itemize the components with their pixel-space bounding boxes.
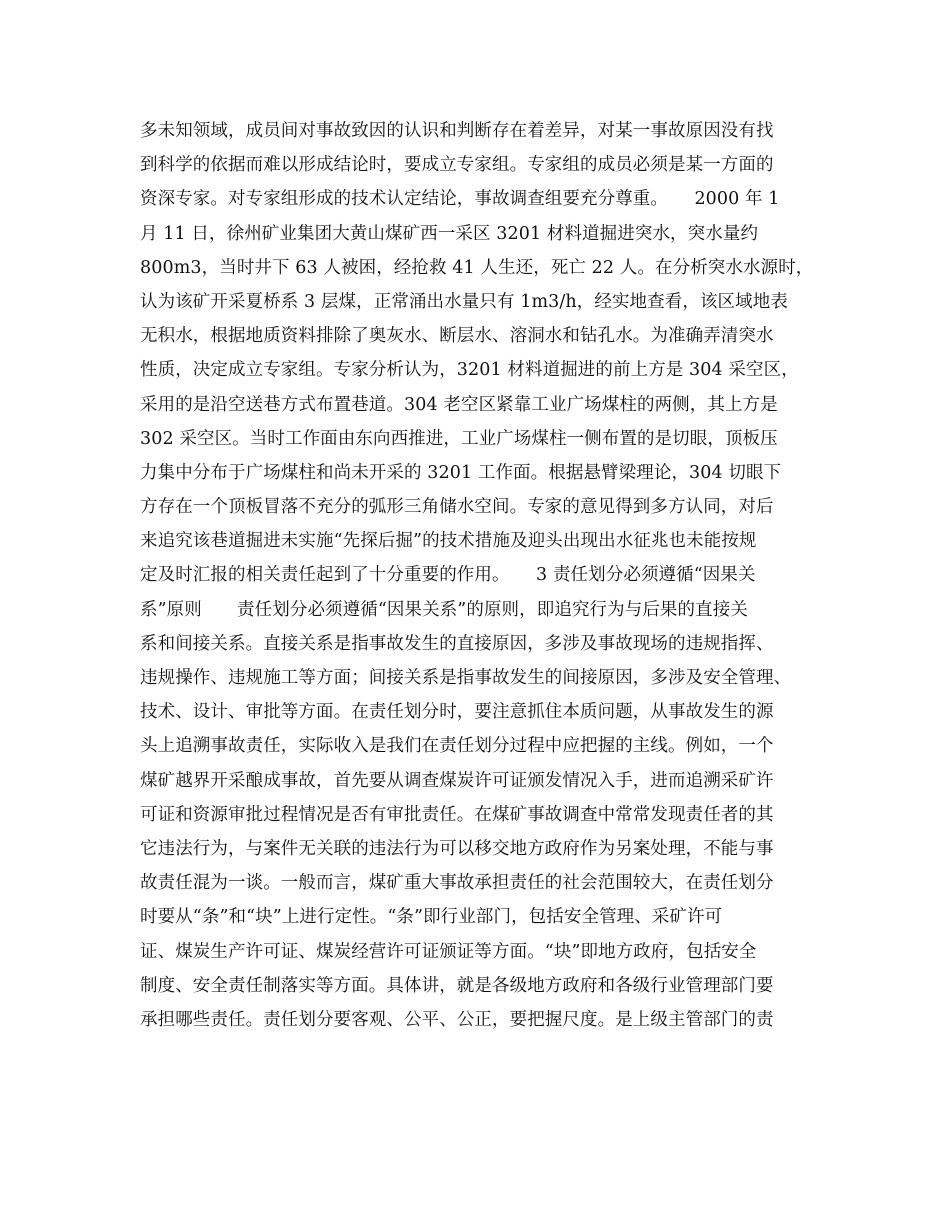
text-line: 来追究该巷道掘进未实施“先探后掘”的技术措施及迎头出现出水征兆也未能按规 xyxy=(140,531,757,552)
text-line: 它违法行为，与案件无关联的违法行为可以移交地方政府作为另案处理，不能与事 xyxy=(140,838,774,859)
text-line: 证、煤炭生产许可证、煤炭经营许可证颁证等方面。“块”即地方政府，包括安全 xyxy=(140,941,757,962)
text-line: 违规操作、违规施工等方面；间接关系是指事故发生的间接原因，多涉及安全管理、 xyxy=(140,668,792,688)
text-line: 多未知领域，成员间对事故致因的认识和判断存在着差异，对某一事故原因没有找 xyxy=(140,121,774,141)
text-line: 制度、安全责任制落实等方面。具体讲，就是各级地方政府和各级行业管理部门要 xyxy=(140,975,774,996)
text-line: 故责任混为一谈。一般而言，煤矿重大事故承担责任的社会范围较大，在责任划分 xyxy=(140,873,774,894)
text-line: 承担哪些责任。责任划分要客观、公平、公正，要把握尺度。是上级主管部门的责 xyxy=(140,1009,774,1030)
text-line: 资深专家。对专家组形成的技术认定结论，事故调查组要充分尊重。 2000 年 1 xyxy=(140,189,780,210)
text-line: 力集中分布于广场煤柱和尚未开采的 3201 工作面。根据悬臂梁理论，304 切眼下 xyxy=(140,462,782,483)
text-line: 800m3，当时井下 63 人被困，经抢救 41 人生还，死亡 22 人。在分析突水水源时， xyxy=(140,257,814,278)
text-line: 系”原则 责任划分必须遵循“因果关系”的原则，即追究行为与后果的直接关 xyxy=(140,599,748,620)
text-line: 月 11 日，徐州矿业集团大黄山煤矿西一采区 3201 材料道掘进突水，突水量约 xyxy=(140,223,759,244)
text-line: 时要从“条”和“块”上进行定性。“条”即行业部门，包括安全管理、采矿许可 xyxy=(140,907,723,928)
text-line: 可证和资源审批过程情况是否有审批责任。在煤矿事故调查中常常发现责任者的其 xyxy=(140,804,774,825)
text-line: 系和间接关系。直接关系是指事故发生的直接原因，多涉及事故现场的违规指挥、 xyxy=(140,633,774,654)
text-line: 302 采空区。当时工作面由东向西推进，工业广场煤柱一侧布置的是切眼，顶板压 xyxy=(140,428,778,449)
body-text xyxy=(140,114,830,1037)
text-line: 煤矿越界开采酿成事故，首先要从调查煤炭许可证颁发情况入手，进而追溯采矿许 xyxy=(140,770,774,791)
text-line: 无积水，根据地质资料排除了奥灰水、断层水、溶洞水和钻孔水。为准确弄清突水 xyxy=(140,326,774,347)
text-line: 定及时汇报的相关责任起到了十分重要的作用。 3 责任划分必须遵循“因果关 xyxy=(140,565,756,586)
text-line: 采用的是沿空送巷方式布置巷道。304 老空区紧靠工业广场煤柱的两侧，其上方是 xyxy=(140,394,778,415)
text-line: 到科学的依据而难以形成结论时，要成立专家组。专家组的成员必须是某一方面的 xyxy=(140,155,774,176)
text-line: 方存在一个顶板冒落不充分的弧形三角储水空间。专家的意见得到多方认同，对后 xyxy=(140,497,774,518)
text-line: 性质，决定成立专家组。专家分析认为，3201 材料道掘进的前上方是 304 采空区， xyxy=(140,360,799,381)
text-line: 认为该矿开采夏桥系 3 层煤，正常涌出水量只有 1m3/h，经实地查看，该区域地表 xyxy=(140,291,788,312)
text-line: 技术、设计、审批等方面。在责任划分时，要注意抓住本质问题，从事故发生的源 xyxy=(140,702,774,723)
text-line: 头上追溯事故责任，实际收入是我们在责任划分过程中应把握的主线。例如，一个 xyxy=(140,736,774,757)
